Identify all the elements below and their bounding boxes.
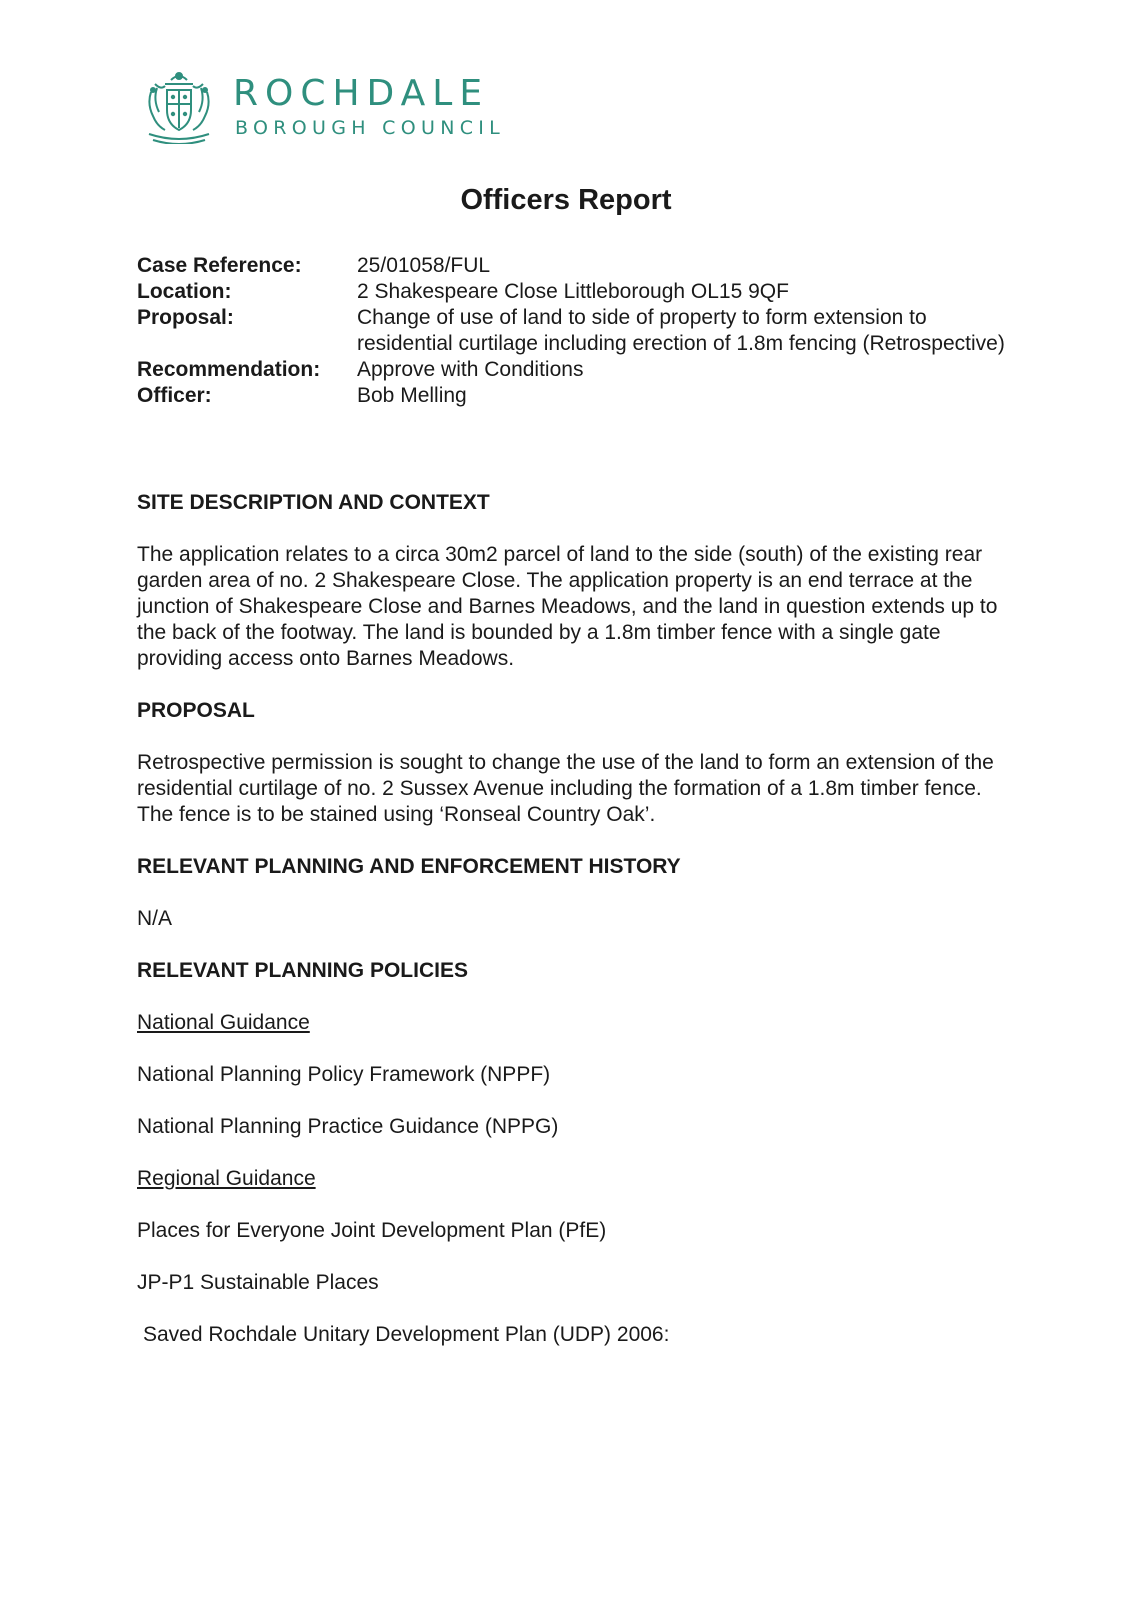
site-description-text: The application relates to a circa 30m2 parcel of land to the side (south) of the existing rear garden area of no. 2 Shakespeare Close. The application property is an end terrace at the junction of Shakespeare Close and Barnes Meadows, and the land in question extends up to the back of the footway. The land is bounded by a 1.8m timber fence with a single gate providing access onto Barnes Meadows.: [137, 543, 998, 670]
proposal-text: Retrospective permission is sought to change the use of the land to form an extension of the residential curtilage of no. 2 Sussex Avenue including the formation of a 1.8m timber fence. The fence is to be stained using ‘Ronseal Country Oak’.: [137, 751, 994, 826]
pfe-item: Places for Everyone Joint Development Plan (PfE): [137, 1219, 607, 1242]
case-reference-value: 25/01058/FUL: [357, 254, 491, 277]
proposal-heading: PROPOSAL: [137, 699, 255, 722]
case-reference-row: [137, 253, 1017, 279]
recommendation-label: Recommendation:: [137, 358, 321, 381]
location-row: [137, 279, 1017, 305]
proposal-row: [137, 305, 1017, 357]
council-logo: [143, 70, 523, 148]
nppg-item: National Planning Practice Guidance (NPPG): [137, 1115, 559, 1138]
recommendation-row: [137, 357, 1017, 383]
history-text: N/A: [137, 907, 173, 930]
brand-name: ROCHDALE: [233, 73, 490, 114]
regional-guidance-heading: Regional Guidance: [137, 1167, 316, 1190]
case-reference-label: Case Reference:: [137, 254, 302, 277]
policies-heading: RELEVANT PLANNING POLICIES: [137, 959, 468, 982]
location-value: 2 Shakespeare Close Littleborough OL15 9QF: [357, 280, 789, 303]
recommendation-value: Approve with Conditions: [357, 358, 584, 381]
udp-item: Saved Rochdale Unitary Development Plan (UDP) 2006:: [143, 1323, 670, 1346]
national-guidance-heading: National Guidance: [137, 1011, 310, 1034]
officer-value: Bob Melling: [357, 384, 467, 407]
location-label: Location:: [137, 280, 232, 303]
officer-label: Officer:: [137, 384, 212, 407]
jp-p1-item: JP-P1 Sustainable Places: [137, 1271, 379, 1294]
case-summary: [137, 253, 1017, 409]
history-heading: RELEVANT PLANNING AND ENFORCEMENT HISTORY: [137, 855, 681, 878]
officer-row: [137, 383, 1017, 409]
brand-subtitle: BOROUGH COUNCIL: [235, 117, 506, 139]
site-description-heading: SITE DESCRIPTION AND CONTEXT: [137, 491, 490, 514]
report-body: [137, 490, 1017, 1348]
proposal-value: Change of use of land to side of property to form extension to residential curtilage including erection of 1.8m fencing (Retrospective): [357, 306, 1005, 355]
nppf-item: National Planning Policy Framework (NPPF): [137, 1063, 551, 1086]
page-title: Officers Report: [460, 184, 672, 216]
council-crest-icon: [143, 70, 215, 144]
proposal-label: Proposal:: [137, 306, 234, 329]
